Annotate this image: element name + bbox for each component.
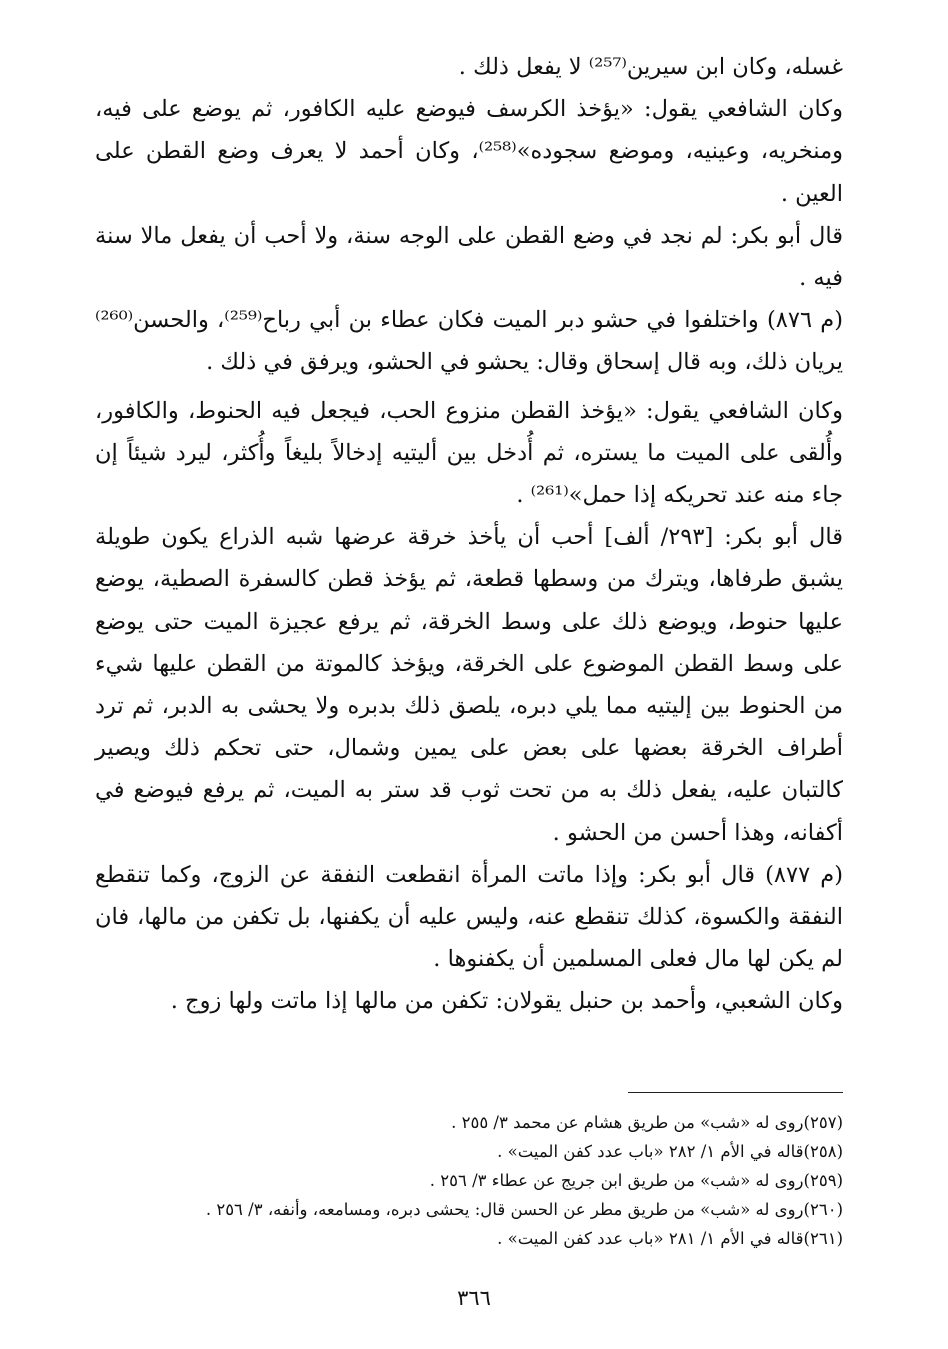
footnote-divider [628, 1092, 843, 1093]
footnote-261: (٢٦١)قاله في الأم ١/ ٢٨١ «باب عدد كفن الميت» . [497, 1229, 843, 1248]
page-number: ٣٦٦ [457, 1286, 491, 1310]
footnote-259: (٢٥٩)روى له «شب» من طريق ابن جريج عن عطاء ٣/ ٢٥٦ . [429, 1171, 843, 1190]
paragraph-6: قال أبو بكر: [٢٩٣/ ألف] أحب أن يأخذ خرقة عرضها شبه الذراع يكون طويلة يشبق طرفاها، ويترك من وسطها قطعة، ثم يؤخذ قطن كالسفرة الصطية، يوضع عليها حنوط، ويوضع ذلك على وسط الخرقة، ثم يرفع عجيزة الميت حتى يوضع على وسط القطن الموضوع على الخرقة، ويؤخذ كالموتة من القطن عليها شيء من الحنوط بين إليتيه مما يلي دبره، يلصق ذلك بدبره ولا يحشى به الدبر، ثم ترد أطراف الخرقة بعضها على بعض على يمين وشمال، حتى تحكم ذلك ويصير كالتبان عليه، يفعل ذلك به من تحت ثوب قد ستر به الميت، ثم يرفع فيوضع في أكفانه، وهذا أحسن من الحشو . [95, 524, 843, 846]
footnote-260: (٢٦٠)روى له «شب» من طريق مطر عن الحسن قال: يحشى دبره، ومسامعه، وأنفه، ٣/ ٢٥٦ . [205, 1200, 843, 1219]
main-text [95, 46, 843, 1023]
footnote-258: (٢٥٨)قاله في الأم ١/ ٢٨٢ «باب عدد كفن الميت» . [497, 1142, 843, 1161]
paragraph-2: وكان الشافعي يقول: «يؤخذ الكرسف فيوضع عليه الكافور، ثم يوضع على فيه، ومنخريه، وعينيه، وموضع سجوده»⁽²⁵⁸⁾، وكان أحمد لا يعرف وضع القطن على العين . [95, 96, 843, 207]
paragraph-5: وكان الشافعي يقول: «يؤخذ القطن منزوع الحب، فيجعل فيه الحنوط، والكافور، وأُلقى على الميت ما يستره، ثم أُدخل بين أليتيه إدخالاً بليغاً وأُكثر، ليرد شيئاً إن جاء منه عند تحريكه إذا حمل»⁽²⁶¹⁾ . [95, 397, 843, 509]
paragraph-8: وكان الشعبي، وأحمد بن حنبل يقولان: تكفن من مالها إذا ماتت ولها زوج . [170, 988, 843, 1015]
paragraph-4: (م ٨٧٦) واختلفوا في حشو دبر الميت فكان عطاء بن أبي رباح⁽²⁵⁹⁾، والحسن⁽²⁶⁰⁾ يريان ذلك، وبه قال إسحاق وقال: يحشو في الحشو، ويرفق في ذلك . [95, 307, 843, 376]
footnotes [95, 1108, 843, 1253]
footnote-257: (٢٥٧)روى له «شب» من طريق هشام عن محمد ٣/ ٢٥٥ . [451, 1113, 843, 1132]
paragraph-7: (م ٨٧٧) قال أبو بكر: وإذا ماتت المرأة انقطعت النفقة عن الزوج، وكما تنقطع النفقة والكسوة، كذلك تنقطع عنه، وليس عليه أن يكفنها، بل تكفن من مالها، فان لم يكن لها مال فعلى المسلمين أن يكفنوها . [95, 861, 843, 973]
paragraph-3: قال أبو بكر: لم نجد في وضع القطن على الوجه سنة، ولا أحب أن يفعل مالا سنة فيه . [95, 222, 843, 292]
paragraph-1: غسله، وكان ابن سيرين⁽²⁵⁷⁾ لا يفعل ذلك . [458, 54, 843, 80]
